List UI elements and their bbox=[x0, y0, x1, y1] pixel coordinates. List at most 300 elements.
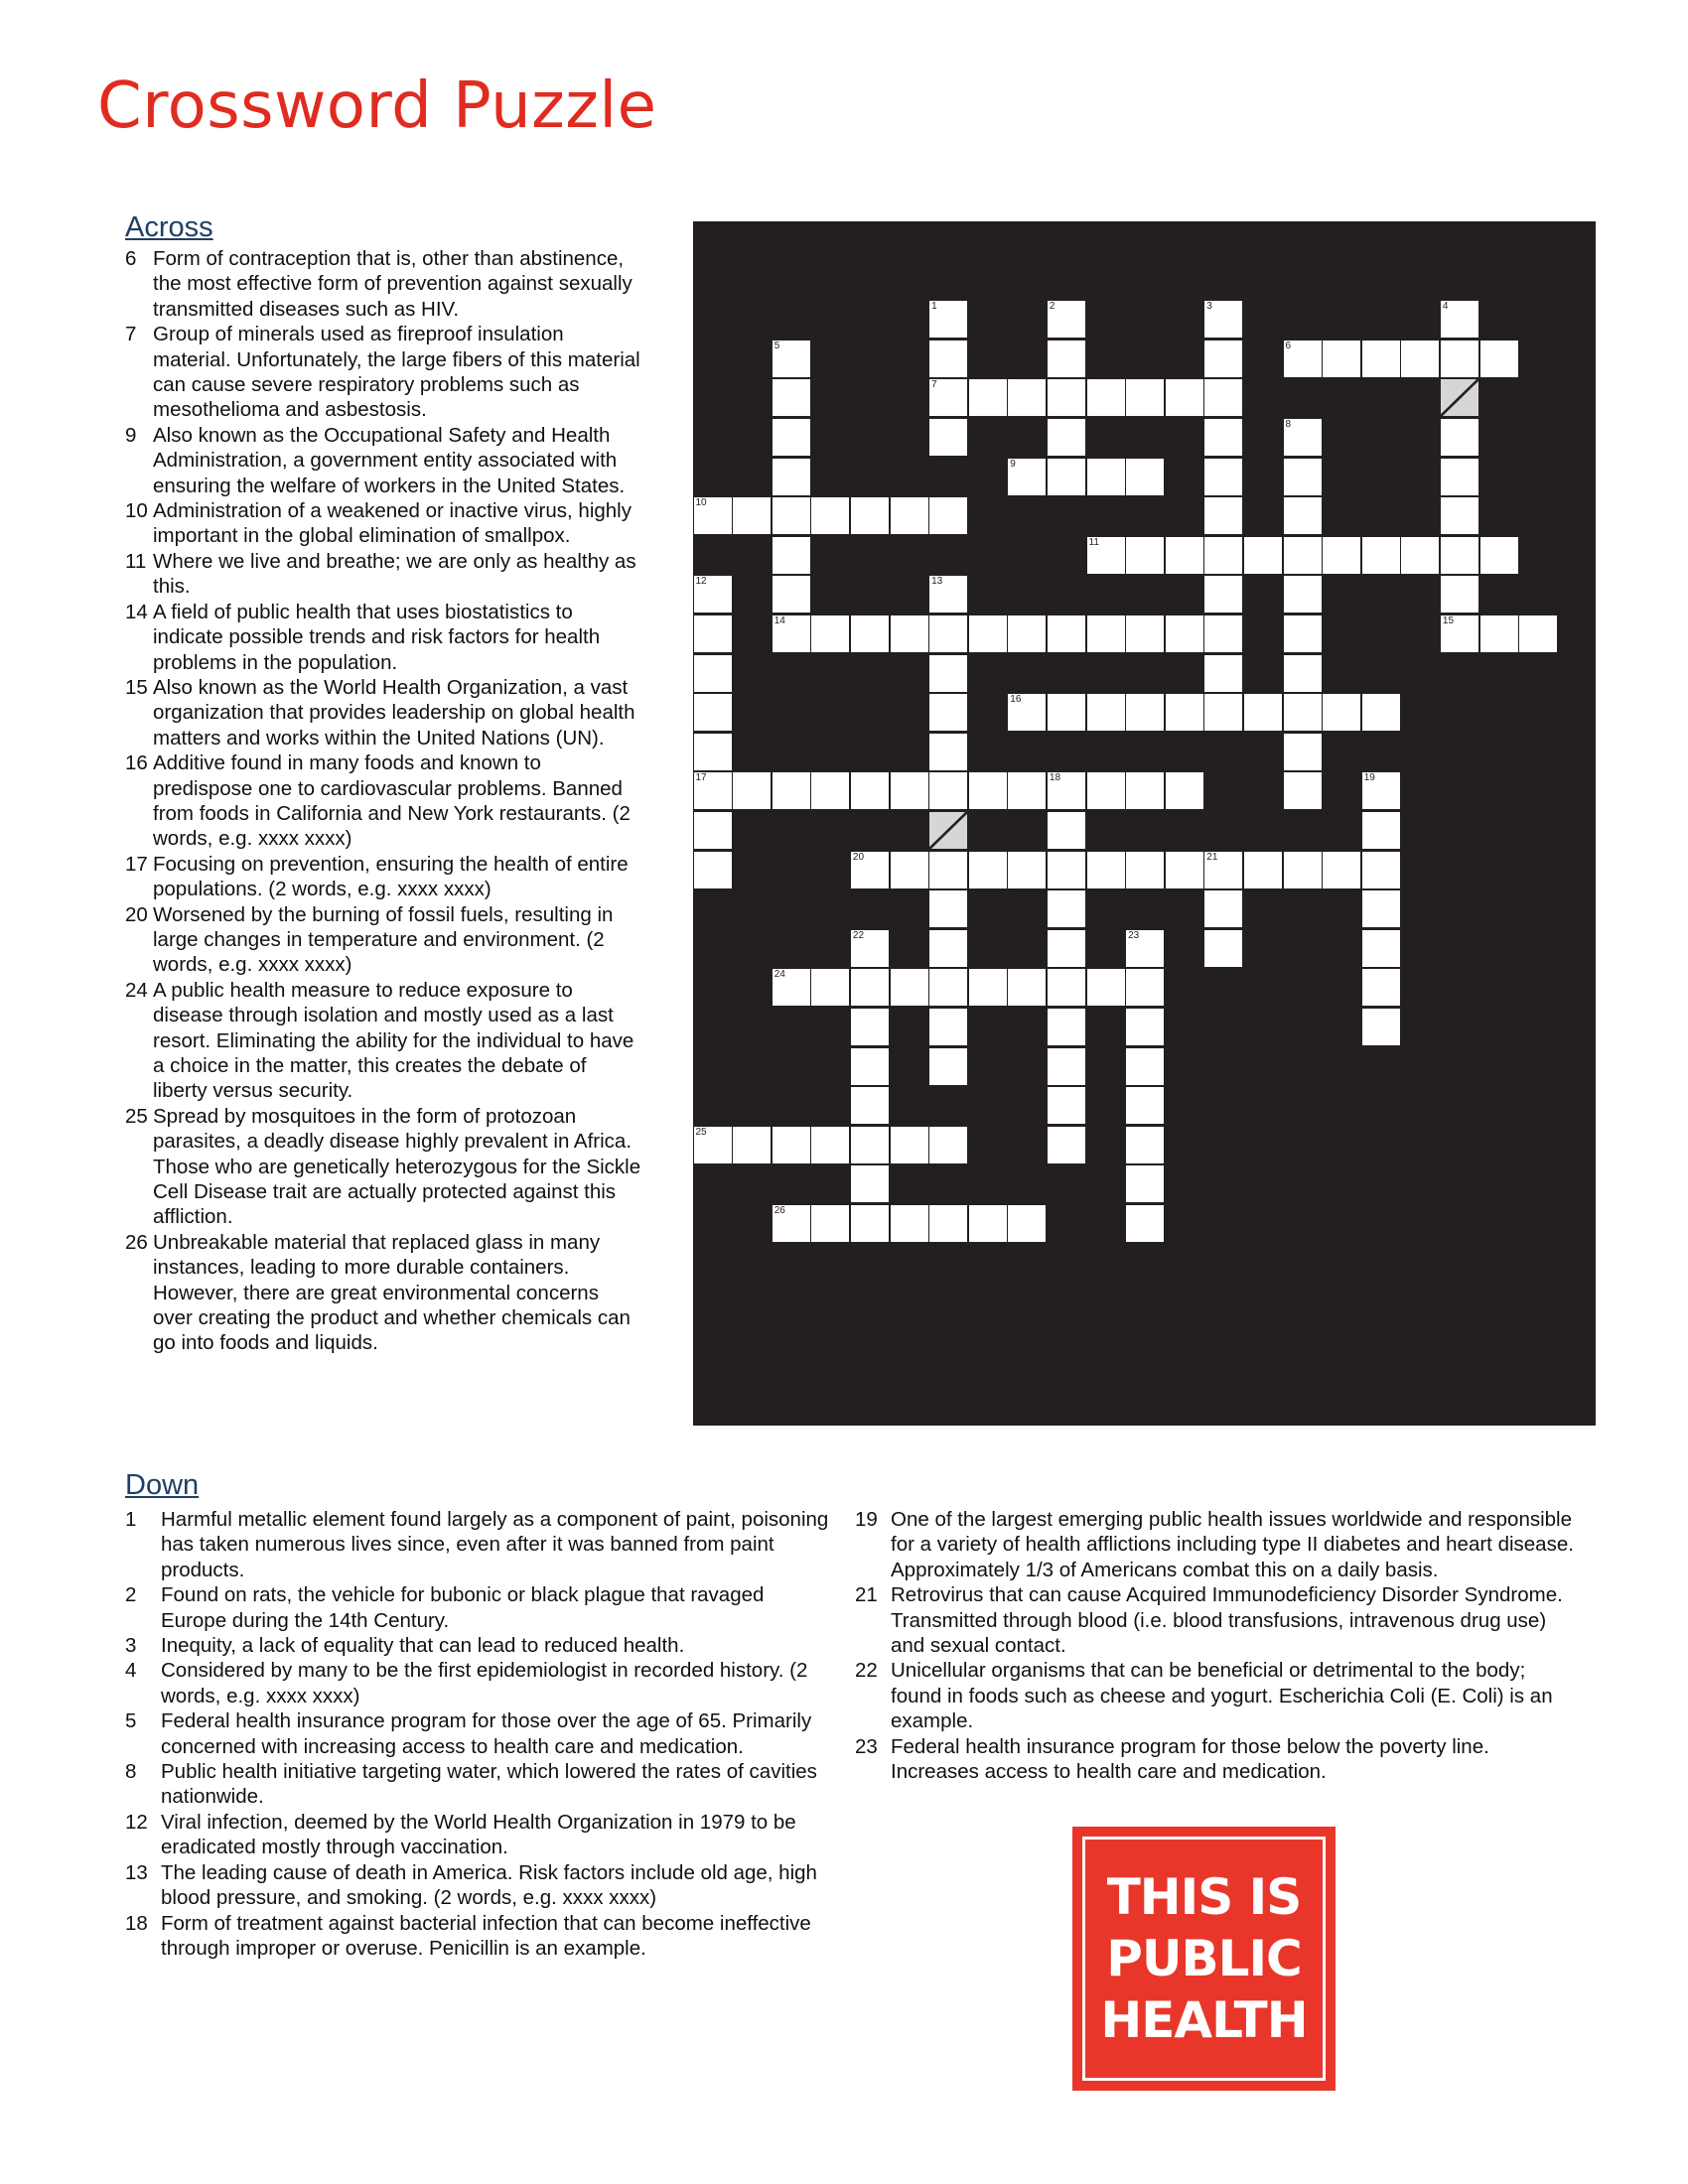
clue-text: Also known as the Occupational Safety and Health Administration, a government entity associated with ensuring the welfare of workers in the United States. bbox=[153, 423, 626, 497]
grid-cell[interactable] bbox=[1008, 1205, 1046, 1242]
grid-cell[interactable] bbox=[1166, 852, 1203, 888]
grid-cell[interactable] bbox=[773, 459, 810, 495]
clue-text: A public health measure to reduce exposure to disease through isolation and mostly used as a last resort. Eliminating the ability for the individual to have a choice in the matter, this creates the debate of liberty versus security. bbox=[153, 978, 634, 1103]
grid-cell[interactable] bbox=[891, 1127, 928, 1163]
clue-text: Additive found in many foods and known to predispose one to cardiovascular problems. Banned from foods in California and New York restaurants. (2 words, e.g. xxxx xxxx) bbox=[153, 751, 631, 851]
grid-cell[interactable] bbox=[1284, 497, 1322, 534]
grid-cell[interactable] bbox=[1048, 1009, 1085, 1045]
clue-item bbox=[125, 1810, 835, 1860]
grid-cell[interactable] bbox=[1204, 615, 1242, 652]
clue-text: One of the largest emerging public health issues worldwide and responsible for a variety of health afflictions including type II diabetes and heart disease. Approximately 1/3 of Americans combat this on a daily basis. bbox=[891, 1508, 1574, 1581]
grid-cell[interactable] bbox=[929, 694, 967, 731]
grid-cell[interactable] bbox=[694, 812, 732, 849]
logo-line: HEALTH bbox=[1100, 1991, 1308, 2049]
grid-cell[interactable] bbox=[851, 615, 889, 652]
grid-cell[interactable] bbox=[1204, 497, 1242, 534]
grid-cell[interactable] bbox=[1048, 1048, 1085, 1085]
down-clue-list-left bbox=[125, 1507, 835, 1961]
grid-cell[interactable] bbox=[1126, 1127, 1164, 1163]
clue-text: Form of contraception that is, other than abstinence, the most effective form of prevention against sexually transmitted diseases such as HIV. bbox=[153, 247, 633, 321]
grid-cell[interactable] bbox=[1008, 852, 1046, 888]
clue-item bbox=[855, 1507, 1580, 1582]
grid-cell-number: 24 bbox=[774, 969, 785, 981]
grid-cell[interactable] bbox=[1048, 694, 1085, 731]
grid-cell[interactable] bbox=[1244, 537, 1282, 574]
grid-cell[interactable] bbox=[1126, 930, 1164, 967]
clue-item bbox=[125, 852, 641, 902]
grid-cell[interactable] bbox=[929, 890, 967, 927]
clue-number: 20 bbox=[125, 902, 148, 926]
grid-cell[interactable] bbox=[773, 615, 810, 652]
grid-cell[interactable] bbox=[1204, 852, 1242, 888]
grid-cell[interactable] bbox=[969, 772, 1007, 809]
grid-cell[interactable] bbox=[1087, 379, 1125, 416]
down-clue-list-right bbox=[855, 1507, 1580, 1784]
grid-cell[interactable] bbox=[1048, 772, 1085, 809]
grid-cell[interactable] bbox=[1126, 694, 1164, 731]
clue-item bbox=[125, 549, 641, 600]
grid-cell[interactable] bbox=[1166, 694, 1203, 731]
clue-text: Retrovirus that can cause Acquired Immunodeficiency Disorder Syndrome. Transmitted through blood (i.e. blood transfusions, intravenous drug use) and sexual contact. bbox=[891, 1583, 1563, 1658]
grid-cell[interactable] bbox=[1284, 419, 1322, 456]
grid-cell[interactable] bbox=[811, 497, 849, 534]
clue-text: Administration of a weakened or inactive virus, highly important in the global elimination of smallpox. bbox=[153, 499, 632, 548]
grid-cell[interactable] bbox=[1362, 772, 1400, 809]
clue-item bbox=[125, 1104, 641, 1230]
grid-cell[interactable] bbox=[1204, 341, 1242, 377]
grid-cell[interactable] bbox=[1087, 852, 1125, 888]
grid-cell[interactable] bbox=[1480, 341, 1518, 377]
clue-number: 9 bbox=[125, 423, 137, 447]
grid-cell[interactable] bbox=[969, 615, 1007, 652]
clue-number: 12 bbox=[125, 1810, 148, 1834]
grid-cell[interactable] bbox=[929, 1205, 967, 1242]
grid-cell[interactable] bbox=[891, 772, 928, 809]
grid-cell-number: 21 bbox=[1206, 851, 1218, 863]
across-heading: Across bbox=[125, 211, 213, 243]
grid-cell[interactable] bbox=[1480, 537, 1518, 574]
grid-cell[interactable] bbox=[1048, 969, 1085, 1006]
grid-cell[interactable] bbox=[1323, 694, 1360, 731]
grid-cell[interactable] bbox=[1087, 969, 1125, 1006]
grid-cell[interactable] bbox=[1008, 379, 1046, 416]
grid-cell[interactable] bbox=[694, 655, 732, 692]
grid-cell[interactable] bbox=[773, 1127, 810, 1163]
clue-number: 3 bbox=[125, 1634, 137, 1658]
grid-cell[interactable] bbox=[1441, 615, 1478, 652]
grid-cell-number: 22 bbox=[852, 929, 865, 941]
clue-item bbox=[125, 675, 641, 751]
grid-cell[interactable] bbox=[1204, 694, 1242, 731]
grid-cell[interactable] bbox=[891, 497, 928, 534]
grid-cell[interactable] bbox=[1008, 615, 1046, 652]
clue-item bbox=[125, 423, 641, 498]
grid-cell[interactable] bbox=[694, 615, 732, 652]
grid-cell-number: 2 bbox=[1049, 301, 1055, 313]
grid-cell[interactable] bbox=[694, 497, 732, 534]
grid-cell[interactable] bbox=[1048, 1087, 1085, 1124]
grid-cell[interactable] bbox=[773, 576, 810, 613]
grid-cell-number: 19 bbox=[1363, 772, 1375, 784]
clue-number: 6 bbox=[125, 247, 137, 270]
grid-cell[interactable] bbox=[1008, 772, 1046, 809]
grid-cell-number: 6 bbox=[1285, 340, 1292, 351]
grid-cell[interactable] bbox=[733, 1127, 771, 1163]
grid-cell[interactable] bbox=[1284, 459, 1322, 495]
clue-text: Harmful metallic element found largely as a component of paint, poisoning has taken numerous lives since, even after it was banned from paint products. bbox=[161, 1508, 829, 1581]
grid-cell[interactable] bbox=[851, 1048, 889, 1085]
clue-item bbox=[855, 1734, 1580, 1785]
grid-cell[interactable] bbox=[1362, 969, 1400, 1006]
clue-item bbox=[125, 1230, 641, 1356]
clue-item bbox=[125, 1582, 835, 1633]
grid-cell[interactable] bbox=[1126, 969, 1164, 1006]
grid-cell[interactable] bbox=[891, 1205, 928, 1242]
grid-cell[interactable] bbox=[733, 772, 771, 809]
clue-item bbox=[125, 322, 641, 423]
clue-item bbox=[125, 1507, 835, 1582]
grid-cell[interactable] bbox=[851, 930, 889, 967]
grid-cell[interactable] bbox=[1362, 341, 1400, 377]
grid-cell-number: 12 bbox=[695, 576, 707, 588]
grid-cell[interactable] bbox=[1126, 1205, 1164, 1242]
grid-cell[interactable] bbox=[811, 1127, 849, 1163]
grid-cell[interactable] bbox=[1166, 615, 1203, 652]
clue-text: Viral infection, deemed by the World Health Organization in 1979 to be eradicated mostly through vaccination. bbox=[161, 1810, 796, 1859]
grid-cell[interactable] bbox=[1284, 655, 1322, 692]
clue-number: 2 bbox=[125, 1583, 137, 1607]
grid-cell[interactable] bbox=[1048, 301, 1085, 338]
grid-cell[interactable] bbox=[1204, 890, 1242, 927]
grid-cell-number: 1 bbox=[931, 301, 937, 313]
grid-cell[interactable] bbox=[1323, 537, 1360, 574]
grid-cell[interactable] bbox=[1204, 930, 1242, 967]
grid-cell-number: 10 bbox=[695, 497, 707, 509]
grid-cell[interactable] bbox=[891, 969, 928, 1006]
grid-cell[interactable] bbox=[929, 852, 967, 888]
clue-item bbox=[125, 498, 641, 549]
grid-cell[interactable] bbox=[811, 969, 849, 1006]
clue-number: 19 bbox=[855, 1508, 878, 1531]
clue-item bbox=[125, 1860, 835, 1911]
clue-text: Unbreakable material that replaced glass in many instances, leading to more durable containers. However, there are great environmental concerns over creating the product and whether chemicals can go into foods and liquids. bbox=[153, 1230, 631, 1355]
grid-cell[interactable] bbox=[851, 1165, 889, 1202]
grid-cell[interactable] bbox=[891, 852, 928, 888]
grid-cell[interactable] bbox=[929, 1127, 967, 1163]
grid-cell[interactable] bbox=[1480, 615, 1518, 652]
grid-cell[interactable] bbox=[1126, 772, 1164, 809]
grid-cell[interactable] bbox=[1087, 615, 1125, 652]
grid-cell[interactable] bbox=[1441, 341, 1478, 377]
clue-text: A field of public health that uses biostatistics to indicate possible trends and risk factors for health problems in the population. bbox=[153, 600, 601, 674]
grid-cell[interactable] bbox=[1008, 459, 1046, 495]
clue-item bbox=[125, 1708, 835, 1759]
clue-number: 11 bbox=[125, 549, 147, 573]
clue-item bbox=[125, 1658, 835, 1708]
clue-item bbox=[125, 246, 641, 322]
grid-cell[interactable] bbox=[1166, 379, 1203, 416]
clue-item bbox=[125, 902, 641, 978]
grid-cell[interactable] bbox=[1284, 694, 1322, 731]
clue-number: 24 bbox=[125, 978, 148, 1002]
grid-cell[interactable] bbox=[1204, 459, 1242, 495]
grid-cell[interactable] bbox=[1519, 615, 1557, 652]
grid-cell-number: 3 bbox=[1206, 301, 1212, 313]
grid-cell[interactable] bbox=[929, 1009, 967, 1045]
grid-cell[interactable] bbox=[694, 772, 732, 809]
clue-number: 15 bbox=[125, 675, 148, 699]
grid-cell[interactable] bbox=[1362, 890, 1400, 927]
grid-cell[interactable] bbox=[1441, 379, 1478, 416]
grid-cell[interactable] bbox=[929, 341, 967, 377]
grid-cell[interactable] bbox=[851, 1205, 889, 1242]
grid-cell[interactable] bbox=[1284, 852, 1322, 888]
grid-cell[interactable] bbox=[1126, 615, 1164, 652]
grid-cell[interactable] bbox=[891, 615, 928, 652]
page-title: Crossword Puzzle bbox=[97, 69, 657, 143]
grid-cell[interactable] bbox=[811, 772, 849, 809]
grid-cell[interactable] bbox=[1126, 537, 1164, 574]
clue-number: 22 bbox=[855, 1659, 878, 1683]
grid-cell[interactable] bbox=[1008, 694, 1046, 731]
grid-cell[interactable] bbox=[1441, 301, 1478, 338]
grid-cell[interactable] bbox=[969, 969, 1007, 1006]
clue-text: Public health initiative targeting water, which lowered the rates of cavities nationwide. bbox=[161, 1760, 817, 1809]
grid-cell-number: 18 bbox=[1049, 772, 1061, 784]
grid-cell[interactable] bbox=[1126, 1009, 1164, 1045]
grid-cell[interactable] bbox=[929, 419, 967, 456]
grid-cell[interactable] bbox=[929, 930, 967, 967]
grid-cell[interactable] bbox=[851, 852, 889, 888]
grid-cell[interactable] bbox=[1008, 969, 1046, 1006]
grid-cell[interactable] bbox=[1126, 459, 1164, 495]
clue-text: Federal health insurance program for those below the poverty line. Increases access to health care and medication. bbox=[891, 1734, 1489, 1784]
logo-line: THIS IS bbox=[1106, 1868, 1302, 1926]
grid-cell[interactable] bbox=[851, 1087, 889, 1124]
clue-item bbox=[125, 600, 641, 675]
grid-cell[interactable] bbox=[1126, 379, 1164, 416]
clue-number: 5 bbox=[125, 1709, 137, 1733]
grid-cell-number: 17 bbox=[695, 772, 707, 784]
grid-cell[interactable] bbox=[1126, 1048, 1164, 1085]
grid-cell[interactable] bbox=[1048, 341, 1085, 377]
grid-cell[interactable] bbox=[1087, 772, 1125, 809]
clue-number: 4 bbox=[125, 1659, 137, 1683]
grid-cell[interactable] bbox=[1126, 1165, 1164, 1202]
grid-cell[interactable] bbox=[1441, 459, 1478, 495]
grid-cell-number: 25 bbox=[695, 1126, 707, 1138]
grid-cell[interactable] bbox=[773, 419, 810, 456]
clue-item bbox=[855, 1658, 1580, 1733]
grid-cell[interactable] bbox=[1048, 852, 1085, 888]
clue-text: The leading cause of death in America. Risk factors include old age, high blood pressure, and smoking. (2 words, e.g. xxxx xxxx) bbox=[161, 1860, 817, 1910]
grid-cell[interactable] bbox=[773, 537, 810, 574]
grid-cell[interactable] bbox=[1362, 930, 1400, 967]
grid-cell[interactable] bbox=[1166, 772, 1203, 809]
clue-text: Inequity, a lack of equality that can lead to reduced health. bbox=[161, 1634, 685, 1658]
grid-cell-number: 15 bbox=[1442, 615, 1455, 626]
grid-cell[interactable] bbox=[851, 969, 889, 1006]
grid-cell[interactable] bbox=[694, 576, 732, 613]
grid-cell[interactable] bbox=[1284, 734, 1322, 770]
grid-cell-number: 5 bbox=[774, 340, 780, 351]
logo-border bbox=[1082, 1837, 1326, 2081]
grid-cell[interactable] bbox=[1284, 576, 1322, 613]
grid-cell[interactable] bbox=[969, 852, 1007, 888]
grid-cell[interactable] bbox=[851, 497, 889, 534]
across-clue-list bbox=[125, 246, 641, 1356]
clue-number: 17 bbox=[125, 852, 148, 876]
grid-cell[interactable] bbox=[1441, 537, 1478, 574]
grid-cell[interactable] bbox=[1362, 852, 1400, 888]
clue-number: 13 bbox=[125, 1860, 148, 1884]
grid-cell[interactable] bbox=[1204, 419, 1242, 456]
clue-item bbox=[855, 1582, 1580, 1658]
grid-cell[interactable] bbox=[694, 734, 732, 770]
grid-cell[interactable] bbox=[773, 341, 810, 377]
grid-cell[interactable] bbox=[929, 497, 967, 534]
grid-cell[interactable] bbox=[851, 1009, 889, 1045]
grid-cell[interactable] bbox=[929, 1048, 967, 1085]
grid-cell[interactable] bbox=[1048, 379, 1085, 416]
grid-cell[interactable] bbox=[969, 379, 1007, 416]
grid-cell[interactable] bbox=[1284, 615, 1322, 652]
grid-cell[interactable] bbox=[1362, 694, 1400, 731]
grid-cell-number: 7 bbox=[931, 379, 937, 391]
grid-cell[interactable] bbox=[811, 1205, 849, 1242]
grid-cell[interactable] bbox=[1204, 576, 1242, 613]
clue-number: 1 bbox=[125, 1508, 137, 1531]
grid-cell[interactable] bbox=[1126, 852, 1164, 888]
grid-cell[interactable] bbox=[1204, 537, 1242, 574]
grid-cell-number: 9 bbox=[1010, 458, 1016, 470]
clue-number: 10 bbox=[125, 499, 148, 523]
grid-cell[interactable] bbox=[929, 734, 967, 770]
grid-cell[interactable] bbox=[1204, 655, 1242, 692]
grid-cell[interactable] bbox=[1126, 1087, 1164, 1124]
clue-item bbox=[125, 1759, 835, 1810]
clue-item bbox=[125, 751, 641, 852]
grid-cell[interactable] bbox=[733, 497, 771, 534]
grid-cell[interactable] bbox=[773, 497, 810, 534]
grid-cell[interactable] bbox=[773, 772, 810, 809]
grid-cell-number: 13 bbox=[931, 576, 943, 588]
grid-cell[interactable] bbox=[1441, 576, 1478, 613]
grid-cell[interactable] bbox=[1204, 379, 1242, 416]
grid-cell[interactable] bbox=[929, 655, 967, 692]
clue-text: Focusing on prevention, ensuring the health of entire populations. (2 words, e.g. xxxx xxxx) bbox=[153, 852, 629, 901]
grid-cell[interactable] bbox=[694, 1127, 732, 1163]
clue-text: Considered by many to be the first epidemiologist in recorded history. (2 words, e.g. xxxx xxxx) bbox=[161, 1659, 808, 1707]
grid-cell[interactable] bbox=[1087, 537, 1125, 574]
grid-cell[interactable] bbox=[1244, 852, 1282, 888]
grid-cell[interactable] bbox=[1284, 341, 1322, 377]
grid-cell[interactable] bbox=[1362, 537, 1400, 574]
grid-cell[interactable] bbox=[1323, 852, 1360, 888]
grid-cell[interactable] bbox=[773, 1205, 810, 1242]
grid-cell[interactable] bbox=[1362, 812, 1400, 849]
grid-cell[interactable] bbox=[1048, 812, 1085, 849]
clue-text: Spread by mosquitoes in the form of protozoan parasites, a deadly disease highly prevalent in Africa. Those who are genetically heterozygous for the Sickle Cell Disease trait are actually protected against this affliction. bbox=[153, 1104, 641, 1229]
grid-cell-number: 4 bbox=[1442, 301, 1449, 313]
grid-cell[interactable] bbox=[1284, 537, 1322, 574]
grid-cell[interactable] bbox=[1441, 419, 1478, 456]
down-heading: Down bbox=[125, 1469, 200, 1501]
grid-cell[interactable] bbox=[929, 969, 967, 1006]
grid-cell[interactable] bbox=[1362, 1009, 1400, 1045]
grid-cell[interactable] bbox=[929, 301, 967, 338]
grid-cell-number: 8 bbox=[1285, 419, 1292, 430]
grid-cell[interactable] bbox=[929, 615, 967, 652]
clue-text: Unicellular organisms that can be beneficial or detrimental to the body; found in foods such as cheese and yogurt. Escherichia Coli (E. Coli) is an example. bbox=[891, 1659, 1553, 1733]
grid-cell-number: 14 bbox=[774, 615, 785, 626]
clue-text: Where we live and breathe; we are only as healthy as this. bbox=[153, 549, 636, 599]
grid-cell[interactable] bbox=[851, 1127, 889, 1163]
grid-cell[interactable] bbox=[1048, 890, 1085, 927]
clue-text: Found on rats, the vehicle for bubonic or black plague that ravaged Europe during the 14th Century. bbox=[161, 1583, 765, 1632]
grid-cell[interactable] bbox=[773, 969, 810, 1006]
grid-cell[interactable] bbox=[1244, 694, 1282, 731]
grid-cell[interactable] bbox=[1048, 1127, 1085, 1163]
grid-cell[interactable] bbox=[1441, 497, 1478, 534]
clue-number: 14 bbox=[125, 600, 148, 623]
clue-text: Group of minerals used as fireproof insulation material. Unfortunately, the large fibers of this material can cause severe respiratory problems such as mesothelioma and asbestosis. bbox=[153, 323, 640, 422]
grid-cell[interactable] bbox=[694, 852, 732, 888]
clue-item bbox=[125, 1633, 835, 1658]
grid-cell-number: 11 bbox=[1088, 536, 1099, 548]
grid-cell[interactable] bbox=[929, 379, 967, 416]
clue-number: 7 bbox=[125, 323, 137, 346]
grid-cell[interactable] bbox=[1087, 459, 1125, 495]
crossword-grid[interactable] bbox=[693, 221, 1596, 1426]
clue-number: 26 bbox=[125, 1230, 148, 1254]
grid-cell-number: 26 bbox=[774, 1205, 785, 1216]
grid-cell[interactable] bbox=[1048, 459, 1085, 495]
grid-cell[interactable] bbox=[1087, 694, 1125, 731]
grid-cell[interactable] bbox=[1401, 537, 1439, 574]
grid-cell[interactable] bbox=[1284, 772, 1322, 809]
clue-number: 8 bbox=[125, 1760, 137, 1784]
grid-cell[interactable] bbox=[1401, 341, 1439, 377]
grid-cell[interactable] bbox=[1166, 537, 1203, 574]
grid-cell[interactable] bbox=[929, 576, 967, 613]
grid-cell[interactable] bbox=[1048, 930, 1085, 967]
grid-cell[interactable] bbox=[929, 812, 967, 849]
logo-line: PUBLIC bbox=[1106, 1930, 1302, 1987]
grid-cell-number: 20 bbox=[852, 851, 865, 863]
clue-text: Also known as the World Health Organization, a vast organization that provides leadership on global health matters and works within the United Nations (UN). bbox=[153, 675, 635, 750]
clue-number: 25 bbox=[125, 1104, 148, 1128]
grid-cell[interactable] bbox=[851, 772, 889, 809]
grid-cell[interactable] bbox=[969, 1205, 1007, 1242]
grid-cell[interactable] bbox=[929, 772, 967, 809]
grid-cell[interactable] bbox=[773, 379, 810, 416]
grid-cell[interactable] bbox=[694, 694, 732, 731]
clue-text: Form of treatment against bacterial infection that can become ineffective through improper or overuse. Penicillin is an example. bbox=[161, 1911, 811, 1960]
clue-number: 21 bbox=[855, 1583, 878, 1607]
grid-cell[interactable] bbox=[1204, 301, 1242, 338]
clue-number: 23 bbox=[855, 1734, 878, 1758]
clue-number: 18 bbox=[125, 1911, 148, 1935]
grid-cell[interactable] bbox=[1048, 615, 1085, 652]
grid-cell-number: 16 bbox=[1010, 694, 1022, 706]
clue-item bbox=[125, 978, 641, 1104]
grid-cell[interactable] bbox=[1048, 419, 1085, 456]
this-is-public-health-logo bbox=[1072, 1827, 1336, 2091]
clue-item bbox=[125, 1911, 835, 1962]
grid-cell[interactable] bbox=[1323, 341, 1360, 377]
grid-cell[interactable] bbox=[811, 615, 849, 652]
